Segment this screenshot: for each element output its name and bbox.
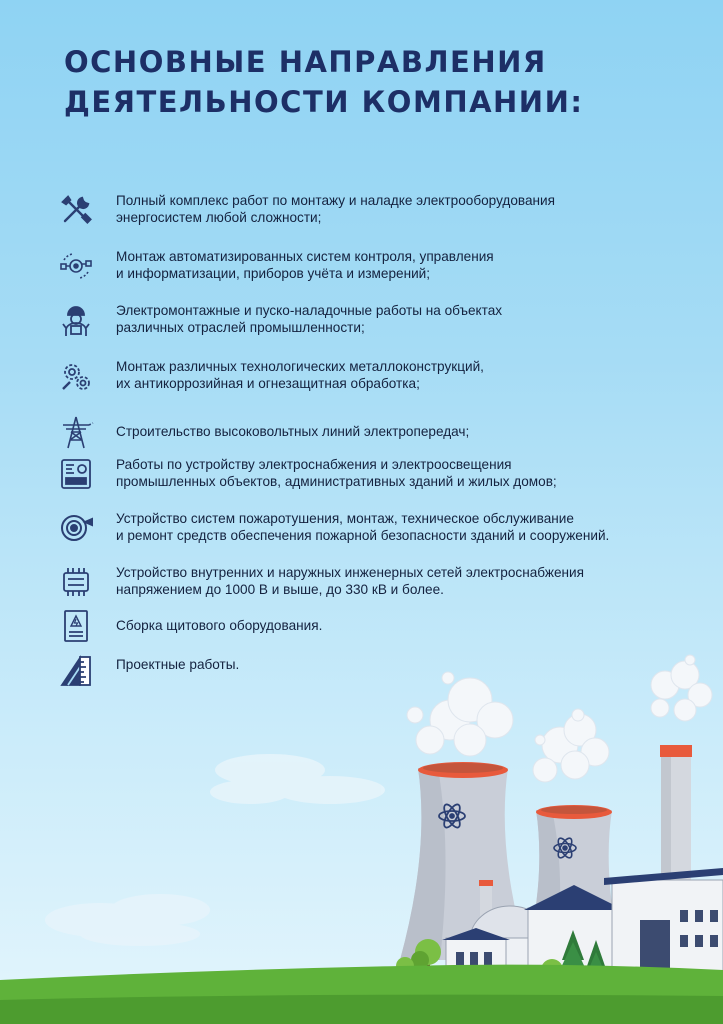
control-panel-icon xyxy=(56,454,96,494)
gears-icon xyxy=(56,356,96,396)
item-line-1: Электромонтажные и пуско-наладочные работы на объектах xyxy=(116,303,503,318)
list-item xyxy=(56,190,696,230)
title-line-2: ДЕЯТЕЛЬНОСТИ КОМПАНИИ: xyxy=(64,85,584,119)
grass-ground xyxy=(0,965,723,1024)
background-clouds xyxy=(45,754,385,946)
item-line-2: напряжением до 1000 В и выше, до 330 кВ и более. xyxy=(116,582,444,597)
chip-icon xyxy=(56,562,96,602)
page-title xyxy=(64,42,583,122)
item-line-2: и информатизации, приборов учёта и измерений; xyxy=(116,266,431,281)
item-line-2: энергосистем любой сложности; xyxy=(116,210,322,225)
item-line-1: Работы по устройству электроснабжения и электроосвещения xyxy=(116,457,512,472)
list-item xyxy=(56,412,696,452)
item-line-1: Полный комплекс работ по монтажу и наладке электрооборудования xyxy=(116,193,555,208)
item-line-2: промышленных объектов, административных зданий и жилых домов; xyxy=(116,474,557,489)
fire-hose-icon xyxy=(56,508,96,548)
list-item xyxy=(56,562,696,602)
electrician-icon xyxy=(56,300,96,340)
item-line-1: Проектные работы. xyxy=(116,657,240,672)
item-line-2: и ремонт средств обеспечения пожарной безопасности зданий и сооружений. xyxy=(116,528,610,543)
item-line-1: Строительство высоковольтных линий электропередач; xyxy=(116,424,470,439)
power-tower-icon xyxy=(56,412,96,452)
title-line-1: ОСНОВНЫЕ НАПРАВЛЕНИЯ xyxy=(64,45,547,79)
item-line-1: Сборка щитового оборудования. xyxy=(116,618,323,633)
tools-icon xyxy=(56,190,96,230)
item-line-1: Монтаж различных технологических металлоконструкций, xyxy=(116,359,484,374)
item-line-2: различных отраслей промышленности; xyxy=(116,320,365,335)
list-item xyxy=(56,356,696,396)
automation-icon xyxy=(56,246,96,286)
item-line-1: Монтаж автоматизированных систем контроля, управления xyxy=(116,249,494,264)
list-item xyxy=(56,508,696,548)
list-item xyxy=(56,454,696,494)
item-line-1: Устройство систем пожаротушения, монтаж, техническое обслуживание xyxy=(116,511,574,526)
item-line-2: их антикоррозийная и огнезащитная обработка; xyxy=(116,376,420,391)
item-line-1: Устройство внутренних и наружных инженерных сетей электроснабжения xyxy=(116,565,585,580)
power-plant-illustration xyxy=(0,640,723,1024)
list-item xyxy=(56,246,696,286)
list-item xyxy=(56,300,696,340)
